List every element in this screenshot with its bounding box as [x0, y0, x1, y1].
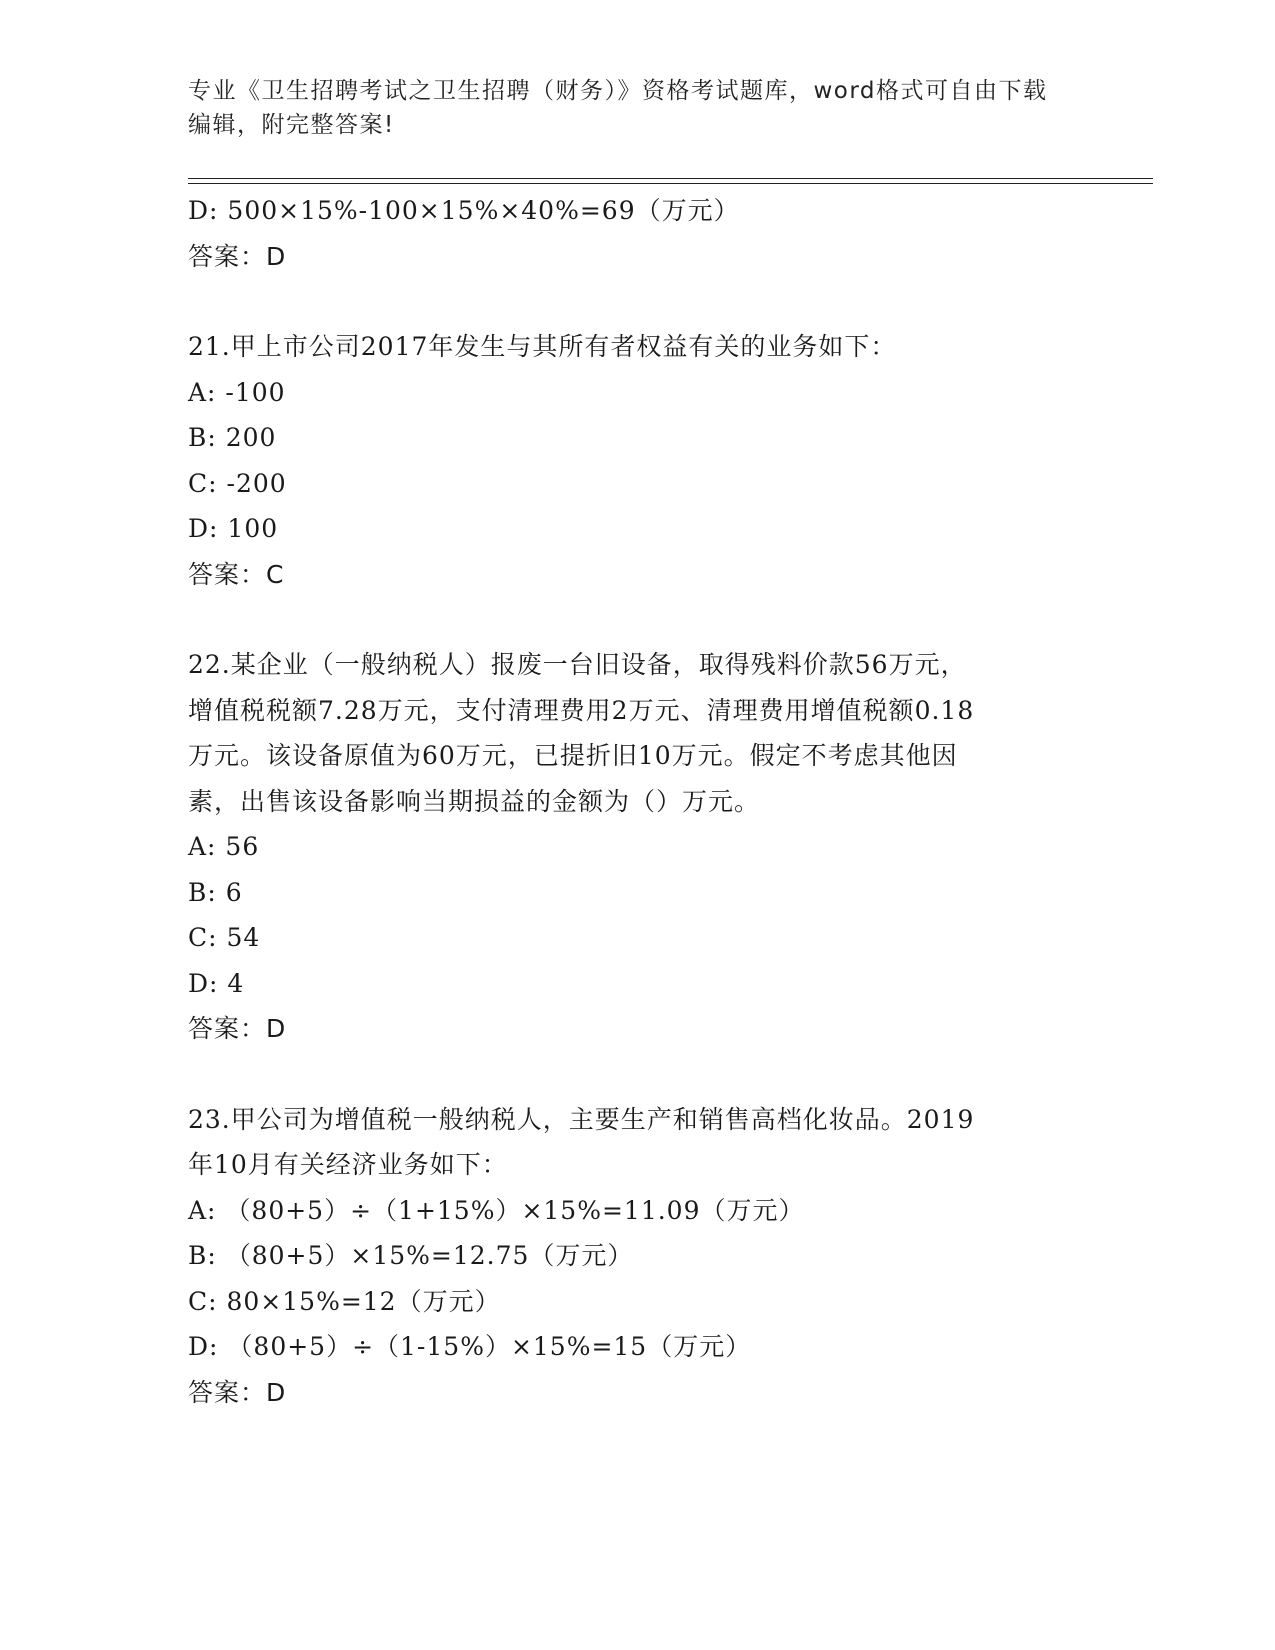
answer-line: 答案：D [188, 1377, 287, 1407]
question-text-line: 年10月有关经济业务如下： [188, 1150, 508, 1179]
question-text: 21.甲上市公司2017年发生与其所有者权益有关的业务如下： [188, 332, 897, 361]
document-header [188, 74, 1088, 142]
option-b: B: 6 [188, 877, 243, 907]
header-line-1: 专业《卫生招聘考试之卫生招聘（财务）》资格考试题库，word格式可自由下载 [188, 78, 1048, 104]
answer-line: 答案：C [188, 559, 285, 589]
answer-line: 答案：D [188, 1014, 287, 1043]
spacer [188, 279, 1088, 324]
question-text-line: 万元。该设备原值为60万元，已提折旧10万元。假定不考虑其他因 [188, 741, 958, 770]
option-c: C: -200 [188, 468, 287, 498]
option-c: C: 80×15%=12（万元） [188, 1286, 501, 1316]
question-22 [188, 642, 1088, 1052]
option-b: B: （80+5）×15%=12.75（万元） [188, 1241, 634, 1270]
header-line-2: 编辑，附完整答案! [188, 112, 395, 138]
option-a: A: 56 [188, 832, 260, 861]
question-text-line: 素，出售该设备影响当期损益的金额为（）万元。 [188, 786, 761, 816]
header-divider-bottom [188, 183, 1153, 184]
question-text-line: 22.某企业（一般纳税人）报废一台旧设备，取得残料价款56万元， [188, 650, 967, 679]
option-d: D: 100 [188, 514, 279, 543]
question-content [188, 188, 1088, 1415]
spacer [188, 1052, 1088, 1097]
header-divider-top [188, 178, 1153, 179]
option-b: B: 200 [188, 423, 277, 452]
answer-line: 答案：D [188, 241, 287, 271]
option-d: D: 4 [188, 968, 245, 998]
option-d: D: （80+5）÷（1-15%）×15%=15（万元） [188, 1332, 752, 1361]
question-23 [188, 1097, 1088, 1416]
previous-question [188, 188, 1088, 279]
spacer [188, 597, 1088, 642]
option-c: C: 54 [188, 923, 261, 952]
option-a: A: -100 [188, 377, 286, 407]
option-a: A: （80+5）÷（1+15%）×15%=11.09（万元） [188, 1195, 805, 1225]
question-text-line: 23.甲公司为增值税一般纳税人，主要生产和销售高档化妆品。2019 [188, 1104, 975, 1134]
question-text-line: 增值税税额7.28万元，支付清理费用2万元、清理费用增值税额0.18 [188, 695, 975, 725]
option-d: D: 500×15%-100×15%×40%=69（万元） [188, 196, 740, 225]
question-21 [188, 324, 1088, 597]
